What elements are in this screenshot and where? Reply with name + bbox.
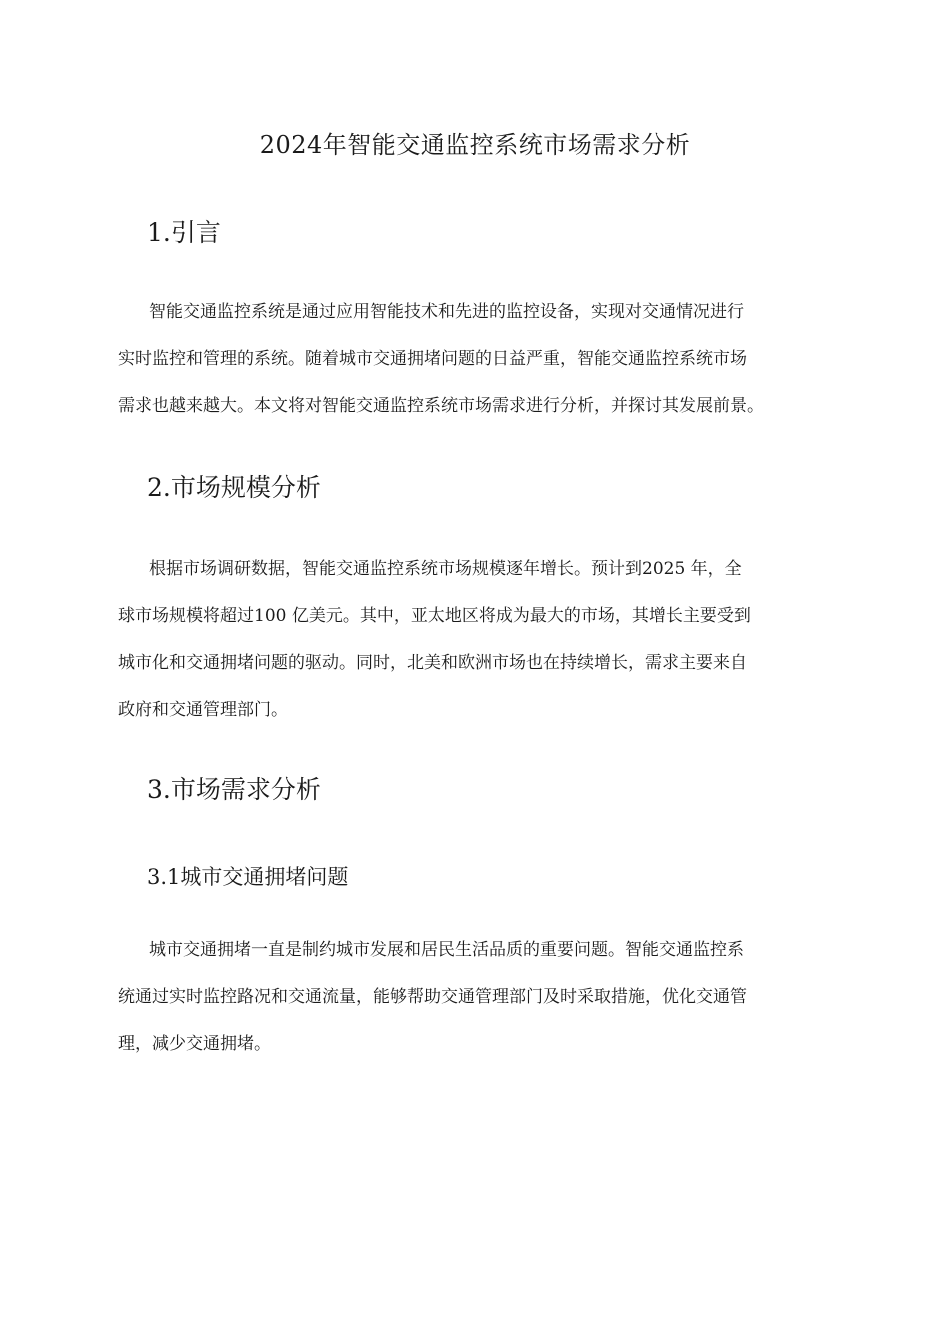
document-title: 2024年智能交通监控系统市场需求分析 — [259, 131, 691, 159]
section-paragraph-introduction — [118, 289, 848, 430]
paragraph-line: 统通过实时监控路况和交通流量，能够帮助交通管理部门及时采取措施，优化交通管 — [118, 987, 747, 1007]
paragraph-line: 智能交通监控系统是通过应用智能技术和先进的监控设备，实现对交通情况进行 — [149, 302, 744, 322]
section-heading-market-size: 2.市场规模分析 — [147, 473, 321, 502]
paragraph-line: 需求也越来越大。本文将对智能交通监控系统市场需求进行分析，并探讨其发展前景。 — [118, 396, 764, 416]
subsection-paragraph-urban-congestion — [118, 927, 848, 1068]
section-heading-market-demand: 3.市场需求分析 — [147, 775, 321, 804]
section-paragraph-market-size — [118, 546, 848, 734]
paragraph-line: 实时监控和管理的系统。随着城市交通拥堵问题的日益严重，智能交通监控系统市场 — [118, 349, 747, 369]
paragraph-line: 球市场规模将超过100 亿美元。其中，亚太地区将成为最大的市场，其增长主要受到 — [118, 606, 751, 626]
paragraph-line: 根据市场调研数据，智能交通监控系统市场规模逐年增长。预计到2025 年，全 — [149, 559, 742, 579]
paragraph-line: 政府和交通管理部门。 — [118, 700, 288, 720]
paragraph-line: 理，减少交通拥堵。 — [118, 1034, 271, 1054]
subsection-heading-urban-congestion: 3.1城市交通拥堵问题 — [147, 865, 349, 889]
paragraph-line: 城市化和交通拥堵问题的驱动。同时，北美和欧洲市场也在持续增长，需求主要来自 — [118, 653, 747, 673]
section-heading-introduction: 1.引言 — [147, 218, 221, 247]
paragraph-line: 城市交通拥堵一直是制约城市发展和居民生活品质的重要问题。智能交通监控系 — [149, 940, 744, 960]
